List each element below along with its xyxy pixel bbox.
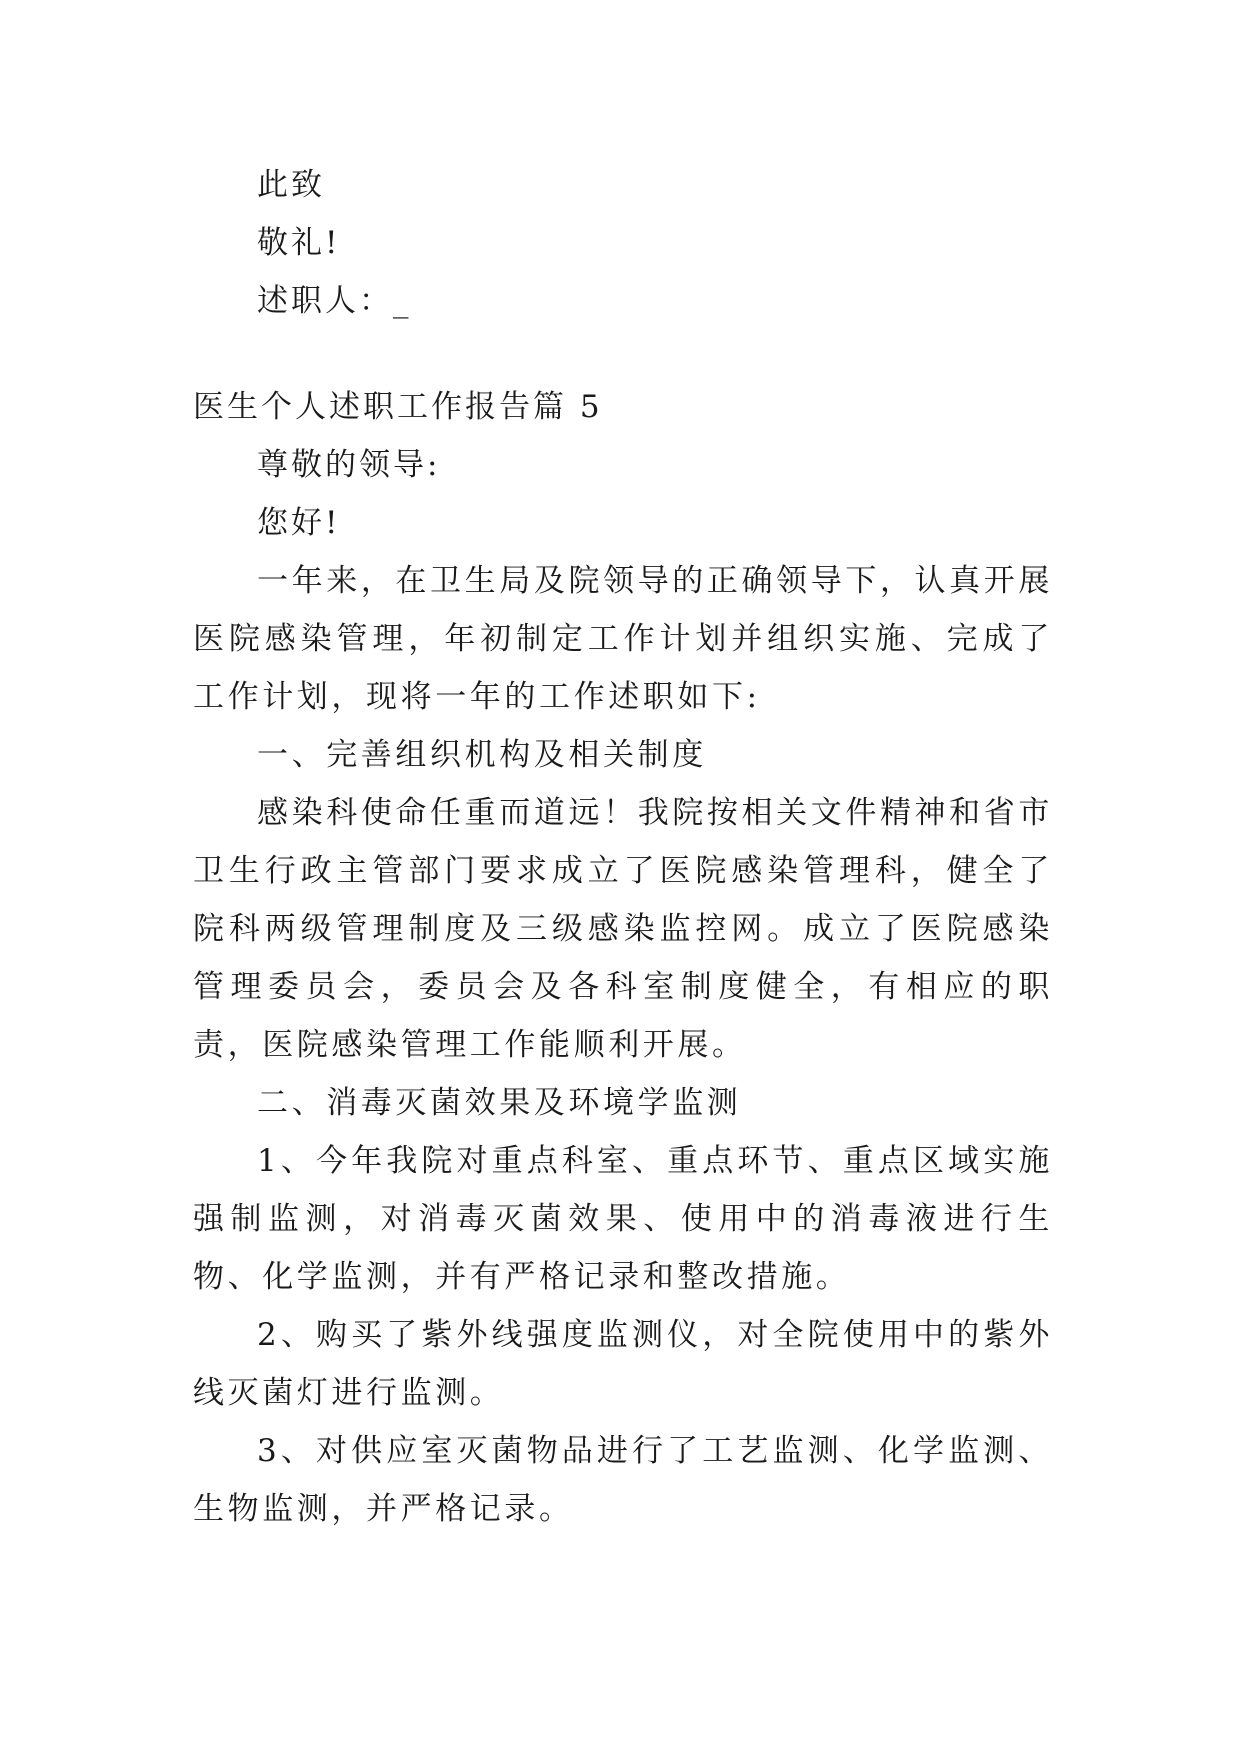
greeting-addressee: 尊敬的领导:	[257, 447, 441, 483]
paragraph-intro: 一年来，在卫生局及院领导的正确领导下，认真开展医院感染管理，年初制定工作计划并组织实施、完成了工作计划，现将一年的工作述职如下:	[193, 563, 1053, 715]
paragraph-item-1: 1、今年我院对重点科室、重点环节、重点区域实施强制监测，对消毒灭菌效果、使用中的消毒液进行生物、化学监测，并有严格记录和整改措施。	[193, 1143, 1053, 1295]
closing-salutation: 此致	[257, 167, 325, 203]
closing-signature: 述职人：_	[257, 283, 412, 319]
closing-regards: 敬礼!	[257, 225, 341, 261]
greeting-hello: 您好!	[257, 505, 341, 541]
paragraph-item-3: 3、对供应室灭菌物品进行了工艺监测、化学监测、生物监测，并严格记录。	[193, 1433, 1053, 1527]
document-body	[193, 156, 1053, 1538]
paragraph-organization: 感染科使命任重而道远！我院按相关文件精神和省市卫生行政主管部门要求成立了医院感染管理科，健全了院科两级管理制度及三级感染监控网。成立了医院感染管理委员会，委员会及各科室制度健全，有相应的职责，医院感染管理工作能顺利开展。	[193, 795, 1053, 1063]
heading-disinfection: 二、消毒灭菌效果及环境学监测	[257, 1085, 742, 1121]
paragraph-item-2: 2、购买了紫外线强度监测仪，对全院使用中的紫外线灭菌灯进行监测。	[193, 1317, 1053, 1411]
section-title: 医生个人述职工作报告篇 5	[193, 389, 603, 425]
heading-organization: 一、完善组织机构及相关制度	[257, 737, 707, 773]
